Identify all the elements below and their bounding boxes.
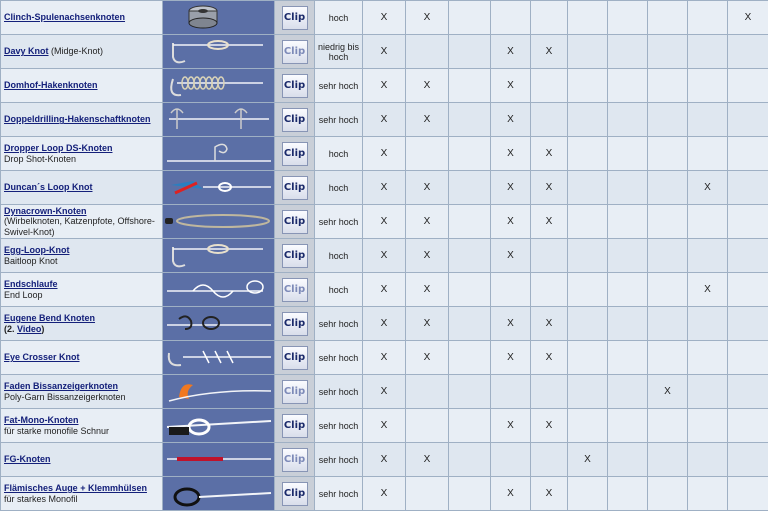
usage-mark-cell [449, 137, 491, 171]
usage-mark-cell [648, 341, 688, 375]
usage-mark-cell [449, 307, 491, 341]
usage-mark-cell: X [491, 137, 531, 171]
usage-mark-cell: X [363, 69, 406, 103]
usage-mark-cell [728, 375, 768, 409]
usage-mark-cell [688, 1, 728, 35]
clip-cell [275, 103, 315, 137]
usage-mark-cell [449, 477, 491, 511]
usage-mark-cell [648, 35, 688, 69]
usage-mark-cell [648, 205, 688, 239]
table-row [1, 35, 768, 69]
usage-mark-cell [531, 103, 568, 137]
usage-mark-cell: X [531, 171, 568, 205]
usage-mark-cell: X [531, 477, 568, 511]
usage-mark-cell [608, 1, 648, 35]
usage-mark-cell: X [491, 171, 531, 205]
usage-mark-cell [648, 171, 688, 205]
knot-image[interactable] [163, 205, 275, 239]
clip-button[interactable]: Clip [282, 176, 308, 200]
knot-name-cell [1, 375, 163, 409]
usage-mark-cell: X [406, 171, 449, 205]
usage-mark-cell [406, 409, 449, 443]
usage-mark-cell: X [531, 341, 568, 375]
knot-link[interactable]: FG-Knoten [4, 454, 51, 464]
clip-button[interactable]: Clip [282, 346, 308, 370]
knot-image[interactable] [163, 69, 275, 103]
usage-mark-cell [608, 307, 648, 341]
knot-link[interactable]: Clinch-Spulenachsenknoten [4, 12, 125, 22]
usage-mark-cell: X [688, 273, 728, 307]
strength-cell: hoch [315, 137, 363, 171]
knot-image[interactable] [163, 443, 275, 477]
strength-cell: sehr hoch [315, 205, 363, 239]
usage-mark-cell [648, 307, 688, 341]
table-row [1, 409, 768, 443]
clip-button[interactable]: Clip [282, 380, 308, 404]
usage-mark-cell: X [363, 375, 406, 409]
usage-mark-cell: X [491, 205, 531, 239]
knot-link[interactable]: Egg-Loop-Knot [4, 245, 69, 255]
usage-mark-cell [608, 443, 648, 477]
usage-mark-cell [688, 205, 728, 239]
usage-mark-cell [648, 137, 688, 171]
usage-mark-cell [568, 35, 608, 69]
clip-cell [275, 443, 315, 477]
usage-mark-cell [648, 477, 688, 511]
usage-mark-cell: X [406, 1, 449, 35]
strength-cell: sehr hoch [315, 375, 363, 409]
table-row [1, 1, 768, 35]
strength-cell: hoch [315, 273, 363, 307]
knot-image[interactable] [163, 171, 275, 205]
usage-mark-cell [688, 137, 728, 171]
usage-mark-cell [568, 341, 608, 375]
table-row [1, 477, 768, 511]
strength-cell: sehr hoch [315, 477, 363, 511]
knot-link[interactable]: Eye Crosser Knot [4, 352, 80, 362]
usage-mark-cell [728, 171, 768, 205]
knot-name-cell [1, 409, 163, 443]
usage-mark-cell [491, 1, 531, 35]
usage-mark-cell: X [531, 409, 568, 443]
table-row [1, 341, 768, 375]
clip-button[interactable]: Clip [282, 210, 308, 234]
usage-mark-cell [608, 239, 648, 273]
usage-mark-cell [531, 443, 568, 477]
usage-mark-cell [449, 205, 491, 239]
table-row [1, 205, 768, 239]
usage-mark-cell [568, 375, 608, 409]
usage-mark-cell [728, 205, 768, 239]
usage-mark-cell [688, 375, 728, 409]
usage-mark-cell [568, 239, 608, 273]
knot-link[interactable]: Domhof-Hakenknoten [4, 80, 98, 90]
strength-cell: sehr hoch [315, 307, 363, 341]
usage-mark-cell [728, 69, 768, 103]
usage-mark-cell: X [688, 171, 728, 205]
usage-mark-cell [568, 477, 608, 511]
usage-mark-cell: X [491, 69, 531, 103]
video-prefix: (2. [4, 324, 17, 334]
clip-button[interactable]: Clip [282, 482, 308, 506]
knot-link[interactable]: Doppeldrilling-Hakenschaftknoten [4, 114, 151, 124]
usage-mark-cell [449, 103, 491, 137]
usage-mark-cell [568, 1, 608, 35]
usage-mark-cell [648, 1, 688, 35]
knot-link[interactable]: Duncan´s Loop Knot [4, 182, 93, 192]
usage-mark-cell: X [531, 137, 568, 171]
usage-mark-cell: X [491, 477, 531, 511]
usage-mark-cell [728, 409, 768, 443]
usage-mark-cell [406, 375, 449, 409]
clip-button[interactable]: Clip [282, 40, 308, 64]
usage-mark-cell [728, 477, 768, 511]
usage-mark-cell [449, 69, 491, 103]
usage-mark-cell [449, 239, 491, 273]
usage-mark-cell: X [363, 35, 406, 69]
usage-mark-cell: X [406, 103, 449, 137]
usage-mark-cell [648, 239, 688, 273]
strength-cell: niedrig bis hoch [315, 35, 363, 69]
knot-name-cell [1, 477, 163, 511]
usage-mark-cell [449, 35, 491, 69]
usage-mark-cell [568, 103, 608, 137]
usage-mark-cell [728, 239, 768, 273]
usage-mark-cell: X [363, 103, 406, 137]
usage-mark-cell: X [363, 205, 406, 239]
usage-mark-cell: X [363, 307, 406, 341]
usage-mark-cell: X [491, 35, 531, 69]
usage-mark-cell [608, 171, 648, 205]
usage-mark-cell: X [531, 307, 568, 341]
clip-button[interactable]: Clip [282, 142, 308, 166]
usage-mark-cell: X [363, 443, 406, 477]
usage-mark-cell: X [363, 239, 406, 273]
clip-button[interactable]: Clip [282, 448, 308, 472]
usage-mark-cell [648, 443, 688, 477]
knot-link[interactable]: Davy Knot [4, 46, 49, 56]
clip-button[interactable]: Clip [282, 74, 308, 98]
usage-mark-cell [728, 273, 768, 307]
usage-mark-cell: X [406, 205, 449, 239]
knot-image[interactable] [163, 103, 275, 137]
usage-mark-cell [531, 1, 568, 35]
usage-mark-cell: X [491, 409, 531, 443]
usage-mark-cell [531, 239, 568, 273]
usage-mark-cell [531, 273, 568, 307]
strength-cell: hoch [315, 239, 363, 273]
usage-mark-cell [728, 341, 768, 375]
usage-mark-cell [449, 375, 491, 409]
usage-mark-cell: X [406, 273, 449, 307]
usage-mark-cell [406, 477, 449, 511]
clip-button[interactable]: Clip [282, 6, 308, 30]
usage-mark-cell [608, 341, 648, 375]
usage-mark-cell [608, 103, 648, 137]
knot-image[interactable] [163, 409, 275, 443]
knot-link[interactable]: Dynacrown-Knoten [4, 206, 87, 216]
knot-link[interactable]: Dropper Loop DS-Knoten [4, 143, 113, 153]
usage-mark-cell: X [491, 307, 531, 341]
clip-cell [275, 239, 315, 273]
table-row [1, 273, 768, 307]
usage-mark-cell [568, 273, 608, 307]
usage-mark-cell: X [363, 171, 406, 205]
usage-mark-cell: X [406, 443, 449, 477]
knot-name-cell [1, 69, 163, 103]
table-row [1, 239, 768, 273]
clip-cell [275, 1, 315, 35]
usage-mark-cell [608, 35, 648, 69]
usage-mark-cell [608, 409, 648, 443]
knot-image[interactable] [163, 239, 275, 273]
clip-button[interactable]: Clip [282, 244, 308, 268]
knot-subtitle: für starkes Monofil [4, 494, 78, 504]
knot-subtitle: Poly-Garn Bissanzeigerknoten [4, 392, 126, 402]
usage-mark-cell [688, 35, 728, 69]
usage-mark-cell [648, 103, 688, 137]
knot-name-cell [1, 1, 163, 35]
usage-mark-cell: X [363, 273, 406, 307]
usage-mark-cell [449, 409, 491, 443]
knot-name-cell [1, 35, 163, 69]
knot-image[interactable] [163, 35, 275, 69]
usage-mark-cell [568, 409, 608, 443]
usage-mark-cell [449, 341, 491, 375]
video-link[interactable]: Video [17, 324, 41, 334]
clip-cell [275, 137, 315, 171]
usage-mark-cell [531, 69, 568, 103]
knot-link[interactable]: Faden Bissanzeigerknoten [4, 381, 118, 391]
usage-mark-cell [728, 443, 768, 477]
clip-cell [275, 69, 315, 103]
strength-cell: sehr hoch [315, 341, 363, 375]
usage-mark-cell: X [531, 205, 568, 239]
knot-subtitle: (Wirbelknoten, Katzenpfote, Offshore-Swivel-Knot) [4, 216, 155, 237]
usage-mark-cell [648, 69, 688, 103]
strength-cell: sehr hoch [315, 103, 363, 137]
clip-cell [275, 341, 315, 375]
table-row [1, 171, 768, 205]
usage-mark-cell: X [531, 35, 568, 69]
clip-cell [275, 205, 315, 239]
usage-mark-cell: X [363, 409, 406, 443]
usage-mark-cell: X [406, 239, 449, 273]
usage-mark-cell: X [406, 341, 449, 375]
usage-mark-cell [688, 477, 728, 511]
usage-mark-cell [728, 35, 768, 69]
usage-mark-cell [608, 477, 648, 511]
clip-cell [275, 375, 315, 409]
table-row [1, 69, 768, 103]
usage-mark-cell [688, 69, 728, 103]
usage-mark-cell: X [406, 307, 449, 341]
usage-mark-cell [531, 375, 568, 409]
usage-mark-cell: X [406, 69, 449, 103]
usage-mark-cell [688, 409, 728, 443]
usage-mark-cell [608, 137, 648, 171]
knot-name-cell [1, 273, 163, 307]
table-row [1, 443, 768, 477]
usage-mark-cell [648, 409, 688, 443]
usage-mark-cell [728, 137, 768, 171]
usage-mark-cell: X [363, 341, 406, 375]
knot-name-cell [1, 103, 163, 137]
usage-mark-cell [449, 273, 491, 307]
usage-mark-cell [568, 205, 608, 239]
usage-mark-cell [406, 35, 449, 69]
knot-image[interactable] [163, 341, 275, 375]
knot-name-cell [1, 341, 163, 375]
table-row [1, 375, 768, 409]
knot-name-cell [1, 307, 163, 341]
video-suffix: ) [41, 324, 44, 334]
clip-cell [275, 409, 315, 443]
usage-mark-cell: X [491, 341, 531, 375]
table-row [1, 103, 768, 137]
knot-name-cell [1, 205, 163, 239]
knot-name-cell [1, 171, 163, 205]
clip-button[interactable]: Clip [282, 108, 308, 132]
usage-mark-cell [688, 239, 728, 273]
usage-mark-cell [568, 69, 608, 103]
clip-cell [275, 477, 315, 511]
usage-mark-cell [449, 1, 491, 35]
knot-name-cell [1, 137, 163, 171]
usage-mark-cell: X [728, 1, 768, 35]
knot-subtitle: End Loop [4, 290, 43, 300]
usage-mark-cell [688, 341, 728, 375]
usage-mark-cell: X [648, 375, 688, 409]
knot-alias: (Midge-Knot) [49, 46, 104, 56]
clip-button[interactable]: Clip [282, 278, 308, 302]
knot-link[interactable]: Fat-Mono-Knoten [4, 415, 78, 425]
knot-name-cell [1, 239, 163, 273]
usage-mark-cell [568, 137, 608, 171]
usage-mark-cell [688, 307, 728, 341]
clip-cell [275, 35, 315, 69]
usage-mark-cell: X [363, 1, 406, 35]
usage-mark-cell: X [568, 443, 608, 477]
usage-mark-cell [648, 273, 688, 307]
usage-mark-cell: X [363, 477, 406, 511]
usage-mark-cell [491, 443, 531, 477]
clip-button[interactable]: Clip [282, 312, 308, 336]
usage-mark-cell [688, 103, 728, 137]
strength-cell: hoch [315, 171, 363, 205]
usage-mark-cell [491, 273, 531, 307]
knot-image[interactable] [163, 137, 275, 171]
usage-mark-cell [688, 443, 728, 477]
usage-mark-cell [608, 273, 648, 307]
knot-subtitle: für starke monofile Schnur [4, 426, 109, 436]
usage-mark-cell: X [491, 103, 531, 137]
knot-name-cell [1, 443, 163, 477]
knot-subtitle: Drop Shot-Knoten [4, 154, 76, 164]
usage-mark-cell [449, 443, 491, 477]
knot-image[interactable] [163, 1, 275, 35]
table-row [1, 137, 768, 171]
knot-link[interactable]: Flämisches Auge + Klemmhülsen [4, 483, 147, 493]
clip-button[interactable]: Clip [282, 414, 308, 438]
table-row [1, 307, 768, 341]
knot-image[interactable] [163, 273, 275, 307]
usage-mark-cell [728, 307, 768, 341]
strength-cell: sehr hoch [315, 409, 363, 443]
strength-cell: hoch [315, 1, 363, 35]
clip-cell [275, 307, 315, 341]
usage-mark-cell [449, 171, 491, 205]
clip-cell [275, 273, 315, 307]
knot-subtitle: Baitloop Knot [4, 256, 58, 266]
knot-image[interactable] [163, 375, 275, 409]
usage-mark-cell [406, 137, 449, 171]
knot-link[interactable]: Eugene Bend Knoten [4, 313, 95, 323]
usage-mark-cell [608, 375, 648, 409]
clip-cell [275, 171, 315, 205]
knot-image[interactable] [163, 477, 275, 511]
knot-link[interactable]: Endschlaufe [4, 279, 58, 289]
usage-mark-cell [568, 307, 608, 341]
usage-mark-cell: X [491, 239, 531, 273]
usage-mark-cell: X [363, 137, 406, 171]
usage-mark-cell [608, 69, 648, 103]
usage-mark-cell [568, 171, 608, 205]
strength-cell: sehr hoch [315, 443, 363, 477]
usage-mark-cell [728, 103, 768, 137]
knot-image[interactable] [163, 307, 275, 341]
strength-cell: sehr hoch [315, 69, 363, 103]
usage-mark-cell [608, 205, 648, 239]
usage-mark-cell [491, 375, 531, 409]
